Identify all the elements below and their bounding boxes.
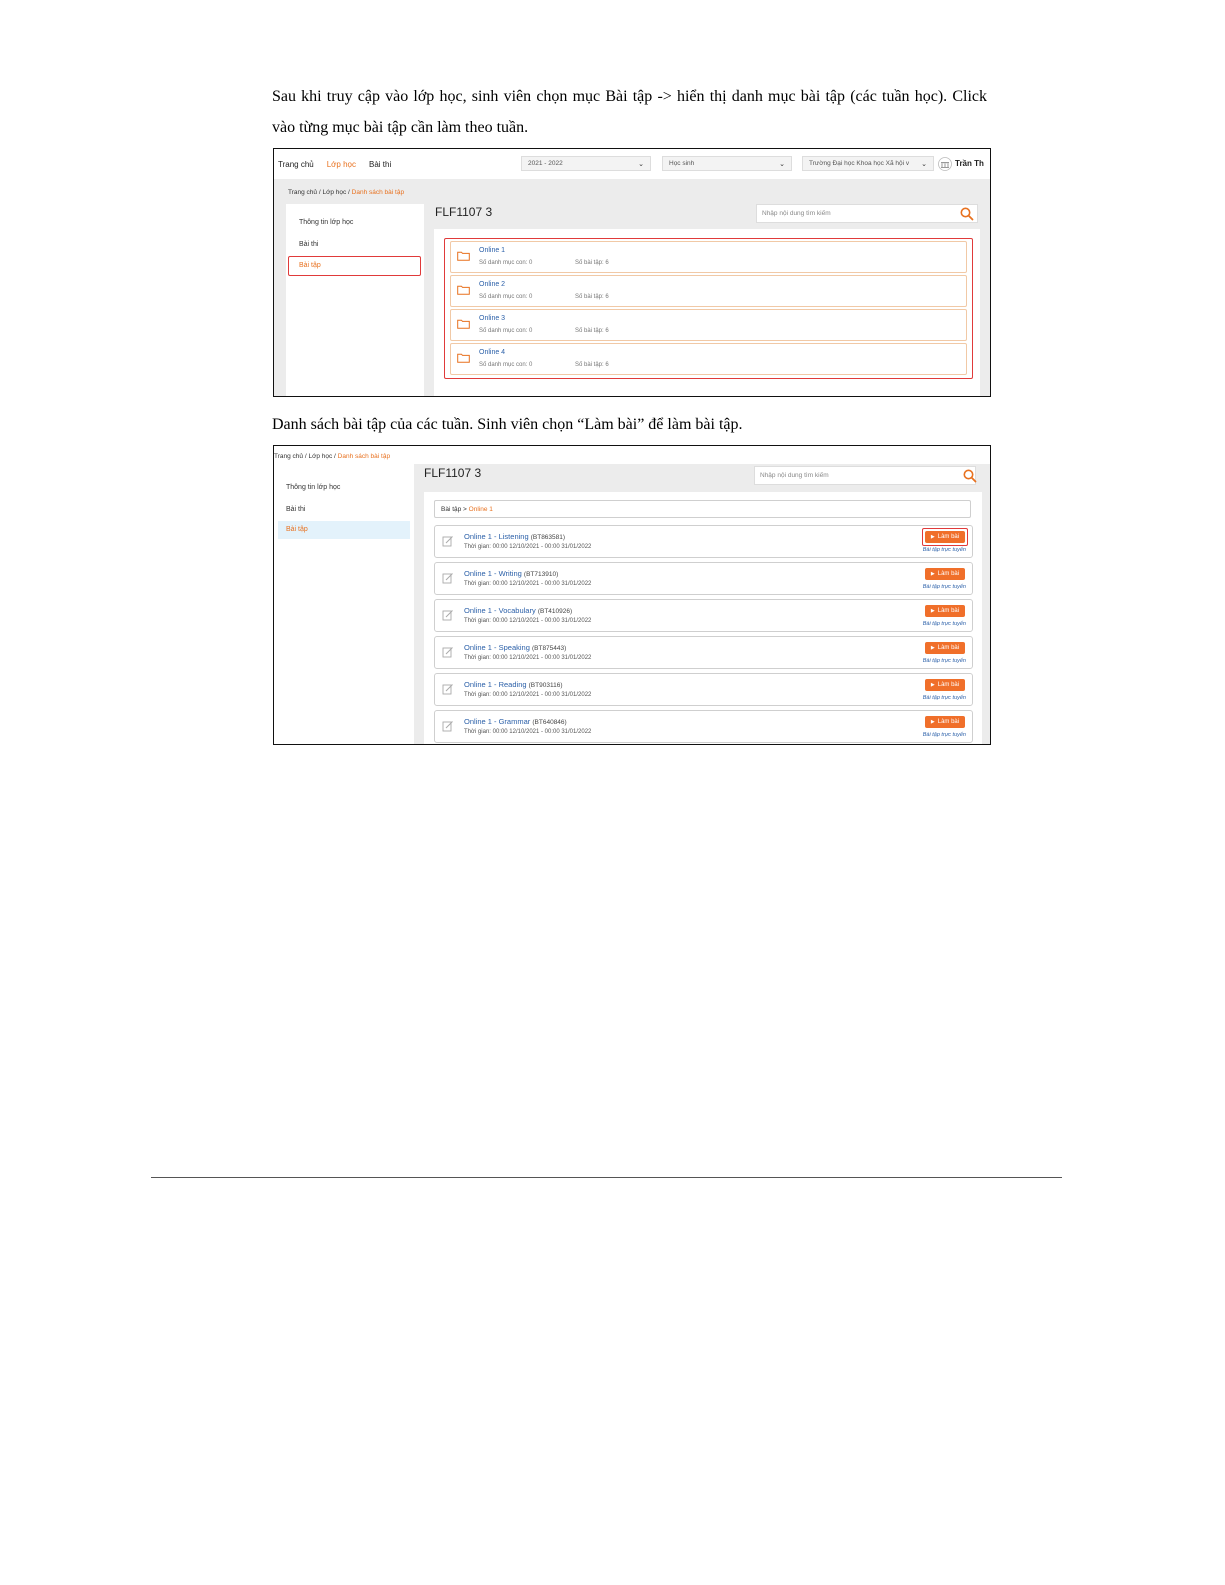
do-exercise-button[interactable] — [925, 605, 965, 617]
online-exercise-link[interactable]: Bài tập trực tuyến — [922, 584, 966, 590]
breadcrumb-current: Danh sách bài tập — [337, 453, 391, 460]
exercise-item — [434, 599, 973, 632]
do-exercise-label: Làm bài — [937, 571, 960, 577]
edit-document-icon — [442, 609, 454, 621]
do-exercise-label: Làm bài — [937, 719, 960, 725]
exercise-code: (BT903116) — [528, 682, 563, 689]
exercise-code: (BT863581) — [530, 534, 566, 541]
online-exercise-link[interactable]: Bài tập trực tuyến — [922, 621, 966, 627]
breadcrumb-separator: / — [348, 189, 352, 196]
edit-document-icon — [442, 646, 454, 658]
class-sidebar — [274, 464, 414, 744]
online-exercise-link[interactable]: Bài tập trực tuyến — [922, 547, 966, 553]
folder-name: Online 2 — [479, 281, 506, 288]
search-input[interactable]: Nhập nội dung tìm kiếm — [756, 204, 978, 223]
do-exercise-label: Làm bài — [937, 682, 960, 688]
breadcrumb-home[interactable]: Trang chủ / — [274, 453, 309, 460]
exercise-name[interactable] — [464, 643, 566, 652]
folder-item[interactable] — [450, 309, 967, 341]
exercise-time: Thời gian: 00:00 12/10/2021 - 00:00 31/01/2022 — [464, 581, 592, 587]
edit-document-icon — [442, 683, 454, 695]
sidebar-item-class-info[interactable]: Thông tin lớp học — [286, 484, 341, 491]
exercise-title[interactable]: Online 1 - Writing — [464, 569, 522, 578]
exercise-code: (BT713910) — [523, 571, 559, 578]
exercise-code: (BT875443) — [531, 645, 567, 652]
folder-name: Online 3 — [479, 315, 506, 322]
breadcrumb-classes[interactable]: Lớp học — [308, 453, 335, 460]
chevron-down-icon: ⌄ — [921, 160, 927, 168]
breadcrumb-classes[interactable]: Lớp học — [322, 189, 349, 196]
online-exercise-link[interactable]: Bài tập trực tuyến — [922, 695, 966, 701]
chevron-down-icon: ⌄ — [779, 160, 785, 168]
edit-document-icon — [442, 572, 454, 584]
folder-name: Online 4 — [479, 349, 506, 356]
intro-paragraph: Sau khi truy cập vào lớp học, sinh viên chọn mục Bài tập -> hiển thị danh mục bài tập (các tuần học). Click vào từng mục bài tập cần làm theo tuần. — [272, 88, 987, 136]
exercise-item — [434, 673, 973, 706]
exercise-time: Thời gian: 00:00 12/10/2021 - 00:00 31/01/2022 — [464, 618, 592, 624]
exercise-name[interactable] — [464, 717, 567, 726]
search-input[interactable]: Nhập nội dung tìm kiếm — [754, 466, 976, 485]
sidebar-item-exercises[interactable]: Bài tập — [299, 262, 321, 269]
exercise-time: Thời gian: 00:00 12/10/2021 - 00:00 31/01/2022 — [464, 655, 592, 661]
play-icon: ▶ — [930, 645, 935, 651]
sidebar-item-class-info[interactable]: Thông tin lớp học — [299, 219, 354, 226]
breadcrumb-home[interactable]: Trang chủ / — [288, 189, 323, 196]
school-select[interactable] — [802, 156, 934, 171]
exercise-title[interactable]: Online 1 - Vocabulary — [464, 606, 536, 615]
folder-icon — [457, 319, 470, 329]
exercise-time: Thời gian: 00:00 12/10/2021 - 00:00 31/01/2022 — [464, 544, 592, 550]
do-exercise-label: Làm bài — [937, 608, 960, 614]
exercise-item — [434, 562, 973, 595]
sidebar-item-exams[interactable]: Bài thi — [286, 506, 306, 513]
exercise-list-panel — [424, 492, 982, 744]
do-exercise-button[interactable] — [925, 642, 965, 654]
exercise-name[interactable] — [464, 532, 565, 541]
exercise-item — [434, 636, 973, 669]
chevron-down-icon: ⌄ — [638, 160, 644, 168]
do-exercise-button[interactable] — [925, 679, 965, 691]
nav-classes[interactable]: Lớp học — [326, 159, 356, 169]
breadcrumb-separator: / — [334, 453, 338, 460]
folder-subcount: Số danh mục con: 0 — [479, 260, 533, 266]
class-sidebar — [286, 204, 424, 396]
folder-subcount: Số danh mục con: 0 — [479, 328, 533, 334]
school-select-value: Trường Đại học Khoa học Xã hội v — [809, 160, 910, 167]
sub-breadcrumb-root[interactable]: Bài tập > — [441, 505, 467, 513]
highlight-box — [922, 528, 968, 546]
exercise-time: Thời gian: 00:00 12/10/2021 - 00:00 31/01/2022 — [464, 729, 592, 735]
play-icon: ▶ — [930, 682, 935, 688]
class-title: FLF1107 3 — [424, 466, 482, 480]
do-exercise-label: Làm bài — [937, 534, 960, 540]
folder-icon — [457, 251, 470, 261]
search-icon[interactable] — [963, 469, 977, 483]
exercise-title[interactable]: Online 1 - Grammar — [464, 717, 531, 726]
play-icon: ▶ — [930, 571, 935, 577]
folder-subcount: Số danh mục con: 0 — [479, 294, 533, 300]
folder-icon — [457, 285, 470, 295]
university-icon — [938, 157, 952, 171]
breadcrumb — [288, 189, 404, 196]
folder-exercise-count: Số bài tập: 6 — [575, 294, 609, 300]
exercise-title[interactable]: Online 1 - Listening — [464, 532, 529, 541]
play-icon: ▶ — [930, 534, 935, 540]
exercise-code: (BT640846) — [532, 719, 567, 726]
folder-name: Online 1 — [479, 247, 506, 254]
exercise-name[interactable] — [464, 606, 572, 615]
nav-exams[interactable]: Bài thi — [369, 159, 392, 169]
online-exercise-link[interactable]: Bài tập trực tuyến — [922, 658, 966, 664]
year-select[interactable] — [521, 156, 651, 171]
exercise-title[interactable]: Online 1 - Reading — [464, 680, 527, 689]
sidebar-item-exercises[interactable]: Bài tập — [286, 526, 308, 533]
sub-breadcrumb — [434, 500, 971, 518]
screenshot-exercise-list — [273, 445, 991, 745]
folder-icon — [457, 353, 470, 363]
highlight-box — [288, 256, 421, 276]
exercise-list-paragraph: Danh sách bài tập của các tuần. Sinh viên chọn “Làm bài” để làm bài tập. — [272, 416, 743, 433]
search-icon[interactable] — [960, 207, 974, 221]
folder-exercise-count: Số bài tập: 6 — [575, 260, 609, 266]
do-exercise-label: Làm bài — [937, 645, 960, 651]
sidebar-item-exams[interactable]: Bài thi — [299, 241, 319, 248]
user-name[interactable]: Trần Th — [955, 159, 984, 168]
role-select[interactable] — [662, 156, 792, 171]
do-exercise-button[interactable] — [925, 568, 965, 580]
folder-item[interactable] — [450, 241, 967, 273]
role-select-value: Học sinh — [669, 160, 695, 167]
breadcrumb-current: Danh sách bài tập — [351, 189, 405, 196]
edit-document-icon — [442, 720, 454, 732]
exercise-name[interactable] — [464, 680, 562, 689]
nav-home[interactable]: Trang chủ — [278, 159, 314, 169]
folder-exercise-count: Số bài tập: 6 — [575, 328, 609, 334]
exercise-item — [434, 710, 973, 743]
folder-item[interactable] — [450, 343, 967, 375]
exercise-item — [434, 525, 973, 558]
screenshot-exercise-folders — [273, 148, 991, 397]
exercise-title[interactable]: Online 1 - Speaking — [464, 643, 530, 652]
folder-exercise-count: Số bài tập: 6 — [575, 362, 609, 368]
breadcrumb — [274, 453, 390, 460]
footer-divider — [151, 1177, 1062, 1178]
exercise-time: Thời gian: 00:00 12/10/2021 - 00:00 31/01/2022 — [464, 692, 592, 698]
do-exercise-button[interactable] — [925, 716, 965, 728]
online-exercise-link[interactable]: Bài tập trực tuyến — [922, 732, 966, 738]
year-select-value: 2021 - 2022 — [528, 160, 563, 167]
sub-breadcrumb-current: Online 1 — [468, 505, 493, 513]
play-icon: ▶ — [930, 608, 935, 614]
edit-document-icon — [442, 535, 454, 547]
exercise-code: (BT410926) — [537, 608, 573, 615]
folder-subcount: Số danh mục con: 0 — [479, 362, 533, 368]
play-icon: ▶ — [930, 719, 935, 725]
folder-list — [446, 241, 971, 378]
exercise-name[interactable] — [464, 569, 558, 578]
class-title: FLF1107 3 — [435, 205, 493, 219]
folder-item[interactable] — [450, 275, 967, 307]
folder-list-panel — [434, 229, 980, 396]
